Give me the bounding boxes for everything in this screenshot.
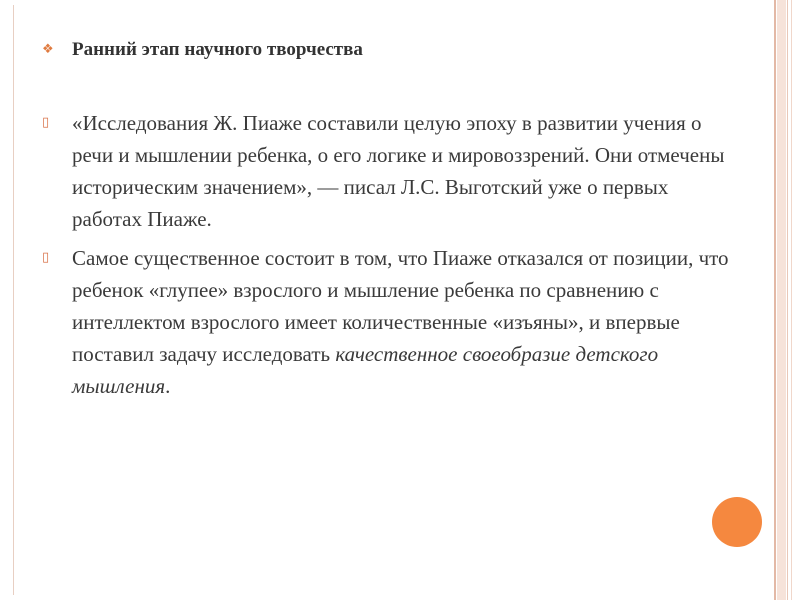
accent-circle [712,497,762,547]
bullet-icon: ▯ [42,115,50,130]
slide-frame-right-outer [774,0,776,600]
slide-content [42,30,742,409]
paragraph-2-emphasis: качественное своеобразие детского мышления [72,342,659,398]
paragraph-2-text: Самое существенное состоит в том, что Пиаже отказался от позиции, что ребенок «глупее» взрослого и мышление ребенка по сравнению с интеллектом взрослого имеет количественные «изъяны», и впервые поставил задачу исследовать [72,246,729,366]
slide-heading: Ранний этап научного творчества [72,39,363,60]
heading-bullet-icon: ❖ [42,42,54,57]
slide-frame-right-inner [787,0,788,600]
slide-heading-row [42,34,742,66]
paragraph-2 [42,242,742,402]
paragraph-2-end: . [165,374,171,398]
paragraph-1 [42,107,742,235]
slide-frame-right-band [777,0,786,600]
slide-frame-right-inner2 [791,0,792,600]
bullet-icon: ▯ [42,250,50,265]
paragraph-1-text: «Исследования Ж. Пиаже составили целую эпоху в развитии учения о речи и мышлении ребенка, о его логике и мировоззрений. Они отмечены историческим значением», — писал Л.С. Выготский уже о первых работах Пиаже. [72,111,725,231]
